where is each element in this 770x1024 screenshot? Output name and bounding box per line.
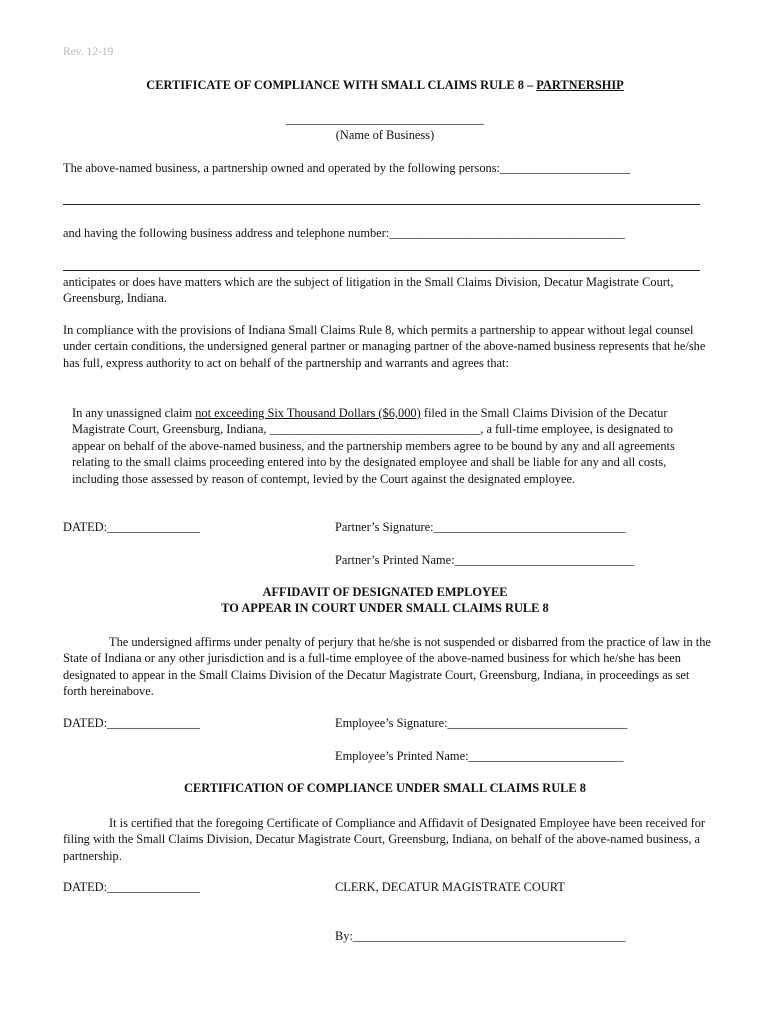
revision-label: Rev. 12-19 [63, 46, 114, 58]
certification-title: CERTIFICATION OF COMPLIANCE UNDER SMALL CLAIMS RULE 8 [184, 781, 586, 795]
compliance-paragraph: In compliance with the provisions of Indiana Small Claims Rule 8, which permits a partnership to appear without legal counsel under certain conditions, the undersigned general partner or managing partner of the above-named business represents that he/she has full, express authority to act on behalf of the partnership and warrants and agrees that: [63, 323, 706, 370]
affidavit-title-line2: TO APPEAR IN COURT UNDER SMALL CLAIMS RULE 8 [221, 601, 549, 615]
clerk-label: CLERK, DECATUR MAGISTRATE COURT [335, 880, 565, 894]
partners-intro: The above-named business, a partnership owned and operated by the following persons:_____________________ [63, 161, 631, 175]
clerk-by-line: By:____________________________________________ [335, 929, 626, 943]
certification-body: It is certified that the foregoing Certificate of Compliance and Affidavit of Designated Employee have been received for filing with the Small Claims Division, Decatur Magistrate Court, Greensburg, Indiana, on behalf of the above-named business, a partnership. [63, 816, 706, 863]
certificate-title-main: CERTIFICATE OF COMPLIANCE WITH SMALL CLAIMS RULE 8 – [146, 78, 537, 92]
address-intro: and having the following business address and telephone number:______________________________________ [63, 226, 625, 240]
certificate-dated: DATED:_______________ [63, 520, 200, 534]
certification-dated: DATED:_______________ [63, 880, 200, 894]
certificate-title [0, 78, 770, 93]
partner-printed-name: Partner’s Printed Name:_____________________________ [335, 553, 635, 567]
claim-prefix: In any unassigned claim [72, 406, 196, 420]
claim-rest: filed in the Small Claims Division of the Decatur Magistrate Court, Greensburg, Indiana, __________________________________, a full-time employee, is designated to appear on behalf of the above-named business, and the partnership members agree to be bound by any and all agreements relating to the small claims proceeding entered into by the designated employee and shall be liable for any and all costs, including those assessed by reason of contempt, levied by the Court against the designated employee. [72, 406, 675, 486]
employee-signature: Employee’s Signature:_____________________________ [335, 716, 628, 730]
affidavit-title-line1: AFFIDAVIT OF DESIGNATED EMPLOYEE [262, 585, 508, 599]
address-blank-line [63, 270, 700, 271]
business-name-line: ________________________________ [285, 112, 485, 126]
claim-amount: not exceeding Six Thousand Dollars ($6,000) [195, 406, 421, 420]
certificate-title-partnership: PARTNERSHIP [536, 78, 624, 92]
partner-signature: Partner’s Signature:_______________________________ [335, 520, 626, 534]
employee-printed-name: Employee’s Printed Name:_________________________ [335, 749, 624, 763]
claim-paragraph [72, 405, 697, 487]
affidavit-dated: DATED:_______________ [63, 716, 200, 730]
business-name-label: (Name of Business) [335, 128, 435, 142]
partners-blank-line [63, 204, 700, 205]
anticipates-paragraph: anticipates or does have matters which are the subject of litigation in the Small Claims Division, Decatur Magistrate Court, Greensburg, Indiana. [63, 275, 674, 306]
affidavit-body: The undersigned affirms under penalty of perjury that he/she is not suspended or disbarred from the practice of law in the State of Indiana or any other jurisdiction and is a full-time employee of the above-named business for which he/she has been designated to appear in the Small Claims Division of the Decatur Magistrate Court, Greensburg, Indiana, in proceedings as set forth hereinabove. [63, 635, 711, 699]
